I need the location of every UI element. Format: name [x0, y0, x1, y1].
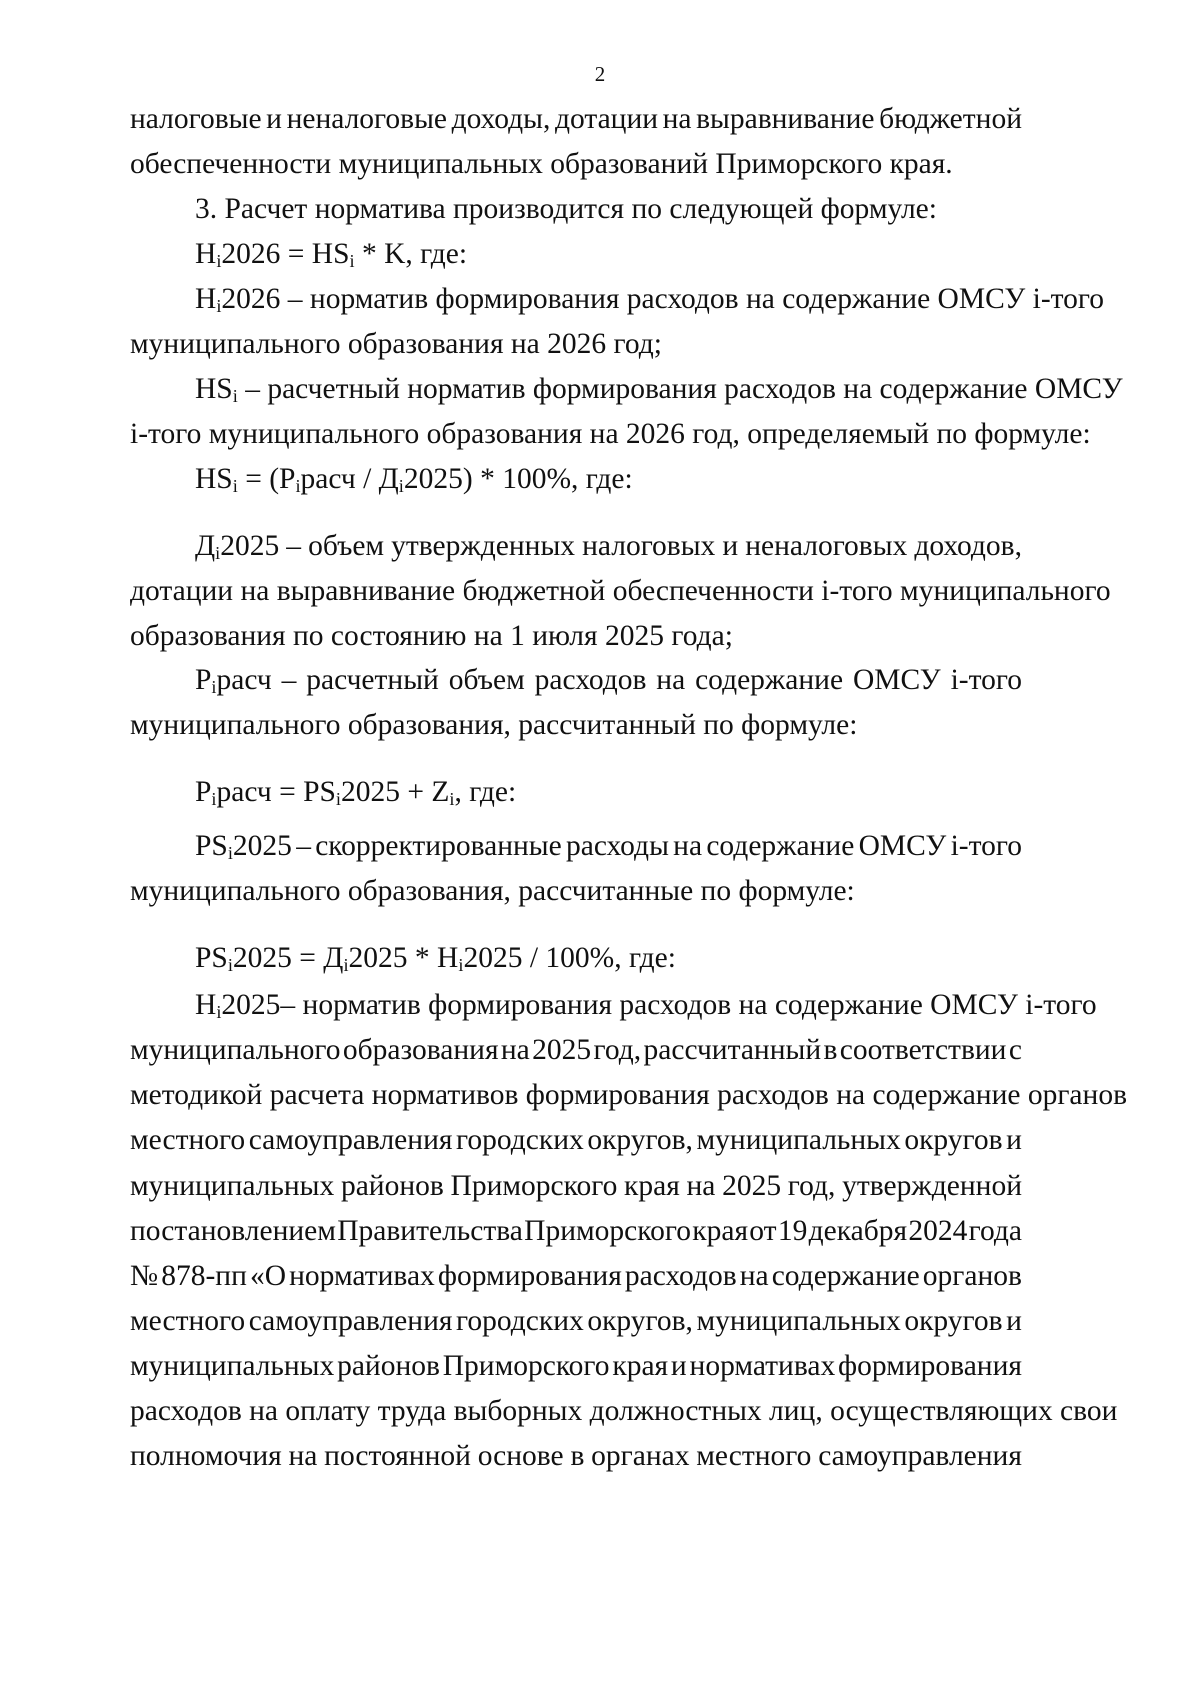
text-run: районов — [340, 1170, 444, 1202]
text-segment — [722, 1168, 781, 1204]
text-segment — [451, 1168, 618, 1204]
text-segment — [296, 828, 311, 864]
text-run: районов — [337, 1350, 440, 1382]
text-segment — [908, 1213, 967, 1249]
text-run: образования по состоянию на 1 июля 2025 года; — [130, 620, 733, 652]
text-run: № — [130, 1260, 159, 1292]
text-run: округов — [904, 1305, 1003, 1337]
text-run: расч / Д — [300, 463, 399, 495]
text-run: расходов на оплату труда выборных должностных лиц, осуществляющих свои — [130, 1395, 1118, 1427]
text-run: года — [968, 1215, 1022, 1247]
text-segment — [879, 101, 1022, 137]
text-segment — [289, 1258, 435, 1294]
text-run: неналоговых — [745, 530, 908, 562]
text-run: местного — [130, 1305, 246, 1337]
text-segment — [249, 1303, 453, 1339]
text-run: самоуправления — [248, 1124, 453, 1156]
text-segment — [195, 281, 1104, 317]
text-run: 2025 + Z — [341, 776, 450, 808]
subscript: i — [216, 1002, 222, 1023]
text-segment — [570, 1438, 584, 1474]
subscript: i — [349, 251, 355, 272]
text-run: доходы, — [451, 103, 551, 135]
text-run: год, — [787, 1170, 836, 1202]
text-segment — [535, 662, 647, 698]
text-run: 3. Расчет норматива производится по следующей формуле: — [195, 193, 937, 225]
text-run: H — [195, 283, 217, 315]
text-run: и — [1006, 1305, 1022, 1337]
text-segment — [130, 416, 1091, 452]
text-run: P — [195, 776, 212, 808]
text-segment — [195, 774, 516, 810]
text-segment — [690, 1348, 836, 1384]
text-run: самоуправления — [248, 1305, 453, 1337]
text-line — [130, 1122, 1022, 1158]
text-segment — [130, 1213, 336, 1249]
text-segment — [266, 101, 282, 137]
text-segment — [1006, 1303, 1022, 1339]
text-run: налоговые — [130, 103, 262, 135]
text-run: основе — [477, 1440, 564, 1472]
text-segment — [1009, 1032, 1022, 1068]
text-run: ОМСУ — [858, 830, 947, 862]
text-segment — [923, 1258, 1022, 1294]
text-line — [195, 528, 1022, 564]
text-line — [130, 1303, 1022, 1339]
text-segment — [697, 1122, 901, 1158]
text-run: 2025– норматив формирования расходов на содержание ОМСУ i-того — [221, 989, 1097, 1021]
text-segment — [250, 1258, 286, 1294]
text-run: «О — [249, 1260, 287, 1292]
text-run: на — [686, 1170, 716, 1202]
text-segment — [692, 1213, 748, 1249]
text-segment — [772, 1258, 920, 1294]
text-run: Правительства — [337, 1215, 523, 1247]
text-run: органов — [922, 1260, 1022, 1292]
text-segment — [706, 828, 854, 864]
text-run: на — [288, 1440, 318, 1472]
text-segment — [130, 707, 857, 743]
text-run: 2026 = HS — [221, 238, 350, 270]
text-segment — [697, 1303, 901, 1339]
text-segment — [594, 1032, 642, 1068]
text-segment — [696, 101, 874, 137]
text-run: HS — [195, 463, 233, 495]
text-segment — [337, 1348, 440, 1384]
text-run: расчетный — [306, 664, 439, 696]
text-segment — [749, 1213, 776, 1249]
text-run: расч = PS — [216, 776, 336, 808]
text-run: налоговых — [582, 530, 716, 562]
text-segment — [195, 371, 1123, 407]
text-run: декабря — [808, 1215, 908, 1247]
text-line — [130, 1438, 1022, 1474]
text-segment — [130, 873, 855, 909]
subscript: i — [211, 789, 217, 810]
text-run: утвержденных — [391, 530, 576, 562]
text-segment — [130, 1077, 1127, 1113]
text-run: 2025 — [232, 830, 292, 862]
text-segment — [696, 1438, 811, 1474]
text-run: * K, где: — [354, 238, 468, 270]
text-segment — [951, 662, 1022, 698]
text-run: 2024 — [908, 1215, 968, 1247]
text-segment — [969, 1213, 1022, 1249]
text-segment — [612, 1348, 668, 1384]
text-run: i-того муниципального образования на 2026 год, определяемый по формуле: — [130, 418, 1091, 450]
subscript: i — [211, 677, 217, 698]
text-run: округов — [904, 1124, 1003, 1156]
text-run: – — [281, 664, 297, 696]
text-run: Д — [195, 530, 216, 562]
text-run: местного — [130, 1124, 246, 1156]
text-run: скорректированные — [315, 830, 562, 862]
text-run: утвержденной — [842, 1170, 1022, 1202]
text-run: 2025 * H — [348, 942, 459, 974]
text-run: – — [296, 830, 311, 862]
text-run: методикой расчета нормативов формирования расходов на содержание органов — [130, 1079, 1127, 1111]
text-segment — [438, 1258, 622, 1294]
text-segment — [130, 1393, 1117, 1429]
text-segment — [904, 1122, 1002, 1158]
text-segment — [566, 828, 669, 864]
text-run: муниципальных — [696, 1305, 901, 1337]
text-run: выравнивание — [696, 103, 875, 135]
text-line — [130, 1348, 1022, 1384]
text-run: на — [656, 664, 686, 696]
text-line — [130, 101, 1022, 137]
text-segment — [740, 1258, 769, 1294]
text-run: 19 — [777, 1215, 808, 1247]
text-run: в — [570, 1440, 585, 1472]
text-segment — [452, 101, 551, 137]
text-run: расходы — [565, 830, 669, 862]
text-run: местного — [696, 1440, 812, 1472]
text-run: рассчитанный — [643, 1034, 822, 1066]
text-segment — [456, 1122, 584, 1158]
text-run: и — [1006, 1124, 1022, 1156]
text-run: доходов, — [914, 530, 1022, 562]
text-segment — [838, 1348, 1022, 1384]
text-run: содержание — [771, 1260, 920, 1292]
text-run: неналоговые — [286, 103, 448, 135]
page-number: 2 — [594, 62, 606, 86]
text-run: , где: — [454, 776, 517, 808]
text-segment — [555, 101, 658, 137]
text-run: i-того — [950, 830, 1022, 862]
text-segment — [288, 1438, 317, 1474]
text-segment — [823, 1032, 837, 1068]
subscript: i — [227, 955, 233, 976]
text-segment — [624, 1168, 680, 1204]
text-run: 878-пп — [161, 1260, 247, 1292]
text-segment — [591, 1438, 689, 1474]
text-run: H — [195, 989, 217, 1021]
text-run: округов, — [587, 1124, 693, 1156]
text-run: 2025 — [722, 1170, 782, 1202]
text-segment — [161, 1258, 247, 1294]
text-segment — [286, 528, 301, 564]
subscript: i — [215, 543, 221, 564]
text-segment — [644, 1032, 822, 1068]
text-run: – — [286, 530, 302, 562]
text-segment — [130, 101, 262, 137]
text-segment — [130, 326, 662, 362]
text-segment — [478, 1438, 564, 1474]
text-segment — [343, 1032, 499, 1068]
text-segment — [582, 528, 715, 564]
text-segment — [951, 828, 1022, 864]
text-run: городских — [456, 1305, 584, 1337]
text-segment — [722, 528, 738, 564]
text-segment — [745, 528, 907, 564]
text-run: P — [195, 664, 212, 696]
text-segment — [195, 662, 272, 698]
text-run: формирования — [437, 1260, 622, 1292]
text-segment — [686, 1168, 715, 1204]
text-segment — [195, 461, 633, 497]
text-line — [195, 662, 1022, 698]
text-line — [130, 1258, 1022, 1294]
text-segment — [306, 662, 439, 698]
text-segment — [842, 1168, 1022, 1204]
text-segment — [130, 1438, 282, 1474]
text-segment — [673, 828, 702, 864]
text-run: объем — [448, 664, 525, 696]
text-run: Приморского — [442, 1350, 610, 1382]
text-run: полномочия — [130, 1440, 282, 1472]
subscript: i — [295, 476, 301, 497]
text-segment — [287, 101, 447, 137]
subscript: i — [335, 789, 341, 810]
text-segment — [904, 1303, 1002, 1339]
text-run: и — [722, 530, 739, 562]
text-run: муниципального образования на 2026 год; — [130, 328, 662, 360]
text-run: H — [195, 238, 217, 270]
text-run: дотации на выравнивание бюджетной обеспеченности i-того муниципального — [130, 575, 1111, 607]
text-segment — [456, 1303, 584, 1339]
text-run: муниципального — [130, 1034, 341, 1066]
text-run: содержание — [706, 830, 855, 862]
subscript: i — [458, 955, 464, 976]
text-run: обеспеченности муниципальных образований Приморского края. — [130, 148, 953, 180]
text-segment — [859, 828, 947, 864]
text-segment — [391, 528, 575, 564]
text-segment — [914, 528, 1022, 564]
text-segment — [341, 1168, 444, 1204]
text-run: округов, — [587, 1305, 693, 1337]
text-run: органах — [591, 1440, 690, 1472]
text-run: 2025 / 100%, где: — [463, 942, 676, 974]
text-segment — [818, 1438, 1022, 1474]
text-segment — [130, 146, 953, 182]
text-line — [130, 1168, 1022, 1204]
text-line — [130, 1032, 1022, 1068]
text-run: и — [670, 1350, 687, 1382]
text-segment — [778, 1213, 808, 1249]
text-segment — [195, 940, 676, 976]
text-segment — [130, 573, 1111, 609]
text-run: расч — [216, 664, 272, 696]
text-run: 2025 — [532, 1034, 592, 1066]
text-segment — [809, 1213, 907, 1249]
text-run: самоуправления — [818, 1440, 1022, 1472]
text-segment — [524, 1213, 691, 1249]
text-run: края — [612, 1350, 669, 1382]
text-segment — [130, 1032, 341, 1068]
text-run: дотации — [554, 103, 659, 135]
text-run: от — [749, 1215, 777, 1247]
text-run: городских — [456, 1124, 584, 1156]
text-run: 2025 = Д — [232, 942, 344, 974]
text-run: муниципальных — [130, 1350, 335, 1382]
text-run: постановлением — [130, 1215, 336, 1247]
text-run: муниципального образования, рассчитанные по формуле: — [130, 875, 855, 907]
text-segment — [308, 528, 384, 564]
text-segment — [249, 1122, 453, 1158]
text-run: i-того — [950, 664, 1022, 696]
text-run: на — [673, 830, 703, 862]
text-segment — [130, 1303, 245, 1339]
text-segment — [130, 1258, 158, 1294]
subscript: i — [232, 476, 238, 497]
text-segment — [324, 1438, 471, 1474]
text-segment — [337, 1213, 523, 1249]
subscript: i — [343, 955, 349, 976]
text-run: PS — [195, 942, 228, 974]
text-run: формирования — [838, 1350, 1022, 1382]
text-segment — [195, 191, 937, 227]
text-segment — [282, 662, 297, 698]
text-run: расходов — [624, 1260, 737, 1292]
text-segment — [625, 1258, 737, 1294]
text-run: HS — [195, 373, 233, 405]
text-run: в — [823, 1034, 838, 1066]
text-run: нормативах — [289, 1260, 435, 1292]
text-run: ОМСУ — [852, 664, 941, 696]
text-line — [130, 1213, 1022, 1249]
text-run: края — [624, 1170, 680, 1202]
text-run: на — [662, 103, 692, 135]
text-run: расходов — [534, 664, 647, 696]
subscript: i — [227, 843, 233, 864]
subscript: i — [216, 251, 222, 272]
text-run: Приморского — [450, 1170, 618, 1202]
text-segment — [195, 236, 467, 272]
text-run: соответствии — [839, 1034, 1007, 1066]
text-run: на — [739, 1260, 769, 1292]
subscript: i — [398, 476, 404, 497]
text-segment — [1006, 1122, 1022, 1158]
text-run: объем — [308, 530, 385, 562]
text-run: нормативах — [689, 1350, 836, 1382]
text-segment — [443, 1348, 610, 1384]
text-segment — [840, 1032, 1007, 1068]
text-segment — [587, 1303, 693, 1339]
text-run: и — [266, 103, 282, 135]
text-run: 2025 — [220, 530, 280, 562]
text-segment — [130, 618, 733, 654]
text-run: содержание — [695, 664, 844, 696]
text-run: с — [1008, 1034, 1022, 1066]
text-segment — [195, 987, 1097, 1023]
text-segment — [853, 662, 941, 698]
text-segment — [130, 1168, 334, 1204]
text-run: бюджетной — [879, 103, 1022, 135]
text-segment — [195, 828, 292, 864]
text-run: на — [500, 1034, 530, 1066]
text-segment — [130, 1122, 245, 1158]
text-segment — [195, 528, 279, 564]
text-run: 2026 – норматив формирования расходов на содержание ОМСУ i-того — [221, 283, 1105, 315]
subscript: i — [449, 789, 455, 810]
text-segment — [587, 1122, 693, 1158]
text-run: год, — [593, 1034, 642, 1066]
text-segment — [449, 662, 525, 698]
text-segment — [532, 1032, 591, 1068]
text-segment — [788, 1168, 836, 1204]
text-segment — [695, 662, 843, 698]
text-run: муниципальных — [696, 1124, 901, 1156]
text-segment — [656, 662, 685, 698]
subscript: i — [232, 386, 238, 407]
text-run: края — [692, 1215, 749, 1247]
text-run: Приморского — [524, 1215, 691, 1247]
text-run: постоянной — [324, 1440, 471, 1472]
text-run: образования — [342, 1034, 499, 1066]
text-line — [195, 828, 1022, 864]
text-segment — [130, 1348, 334, 1384]
text-run: = (P — [237, 463, 296, 495]
text-run: муниципальных — [130, 1170, 335, 1202]
text-segment — [663, 101, 692, 137]
text-segment — [501, 1032, 530, 1068]
text-run: PS — [195, 830, 228, 862]
text-segment — [671, 1348, 687, 1384]
text-segment — [315, 828, 562, 864]
text-run: – расчетный норматив формирования расходов на содержание ОМСУ — [237, 373, 1123, 405]
text-run: 2025) * 100%, где: — [403, 463, 633, 495]
text-run: муниципального образования, рассчитанный по формуле: — [130, 709, 858, 741]
subscript: i — [216, 296, 222, 317]
